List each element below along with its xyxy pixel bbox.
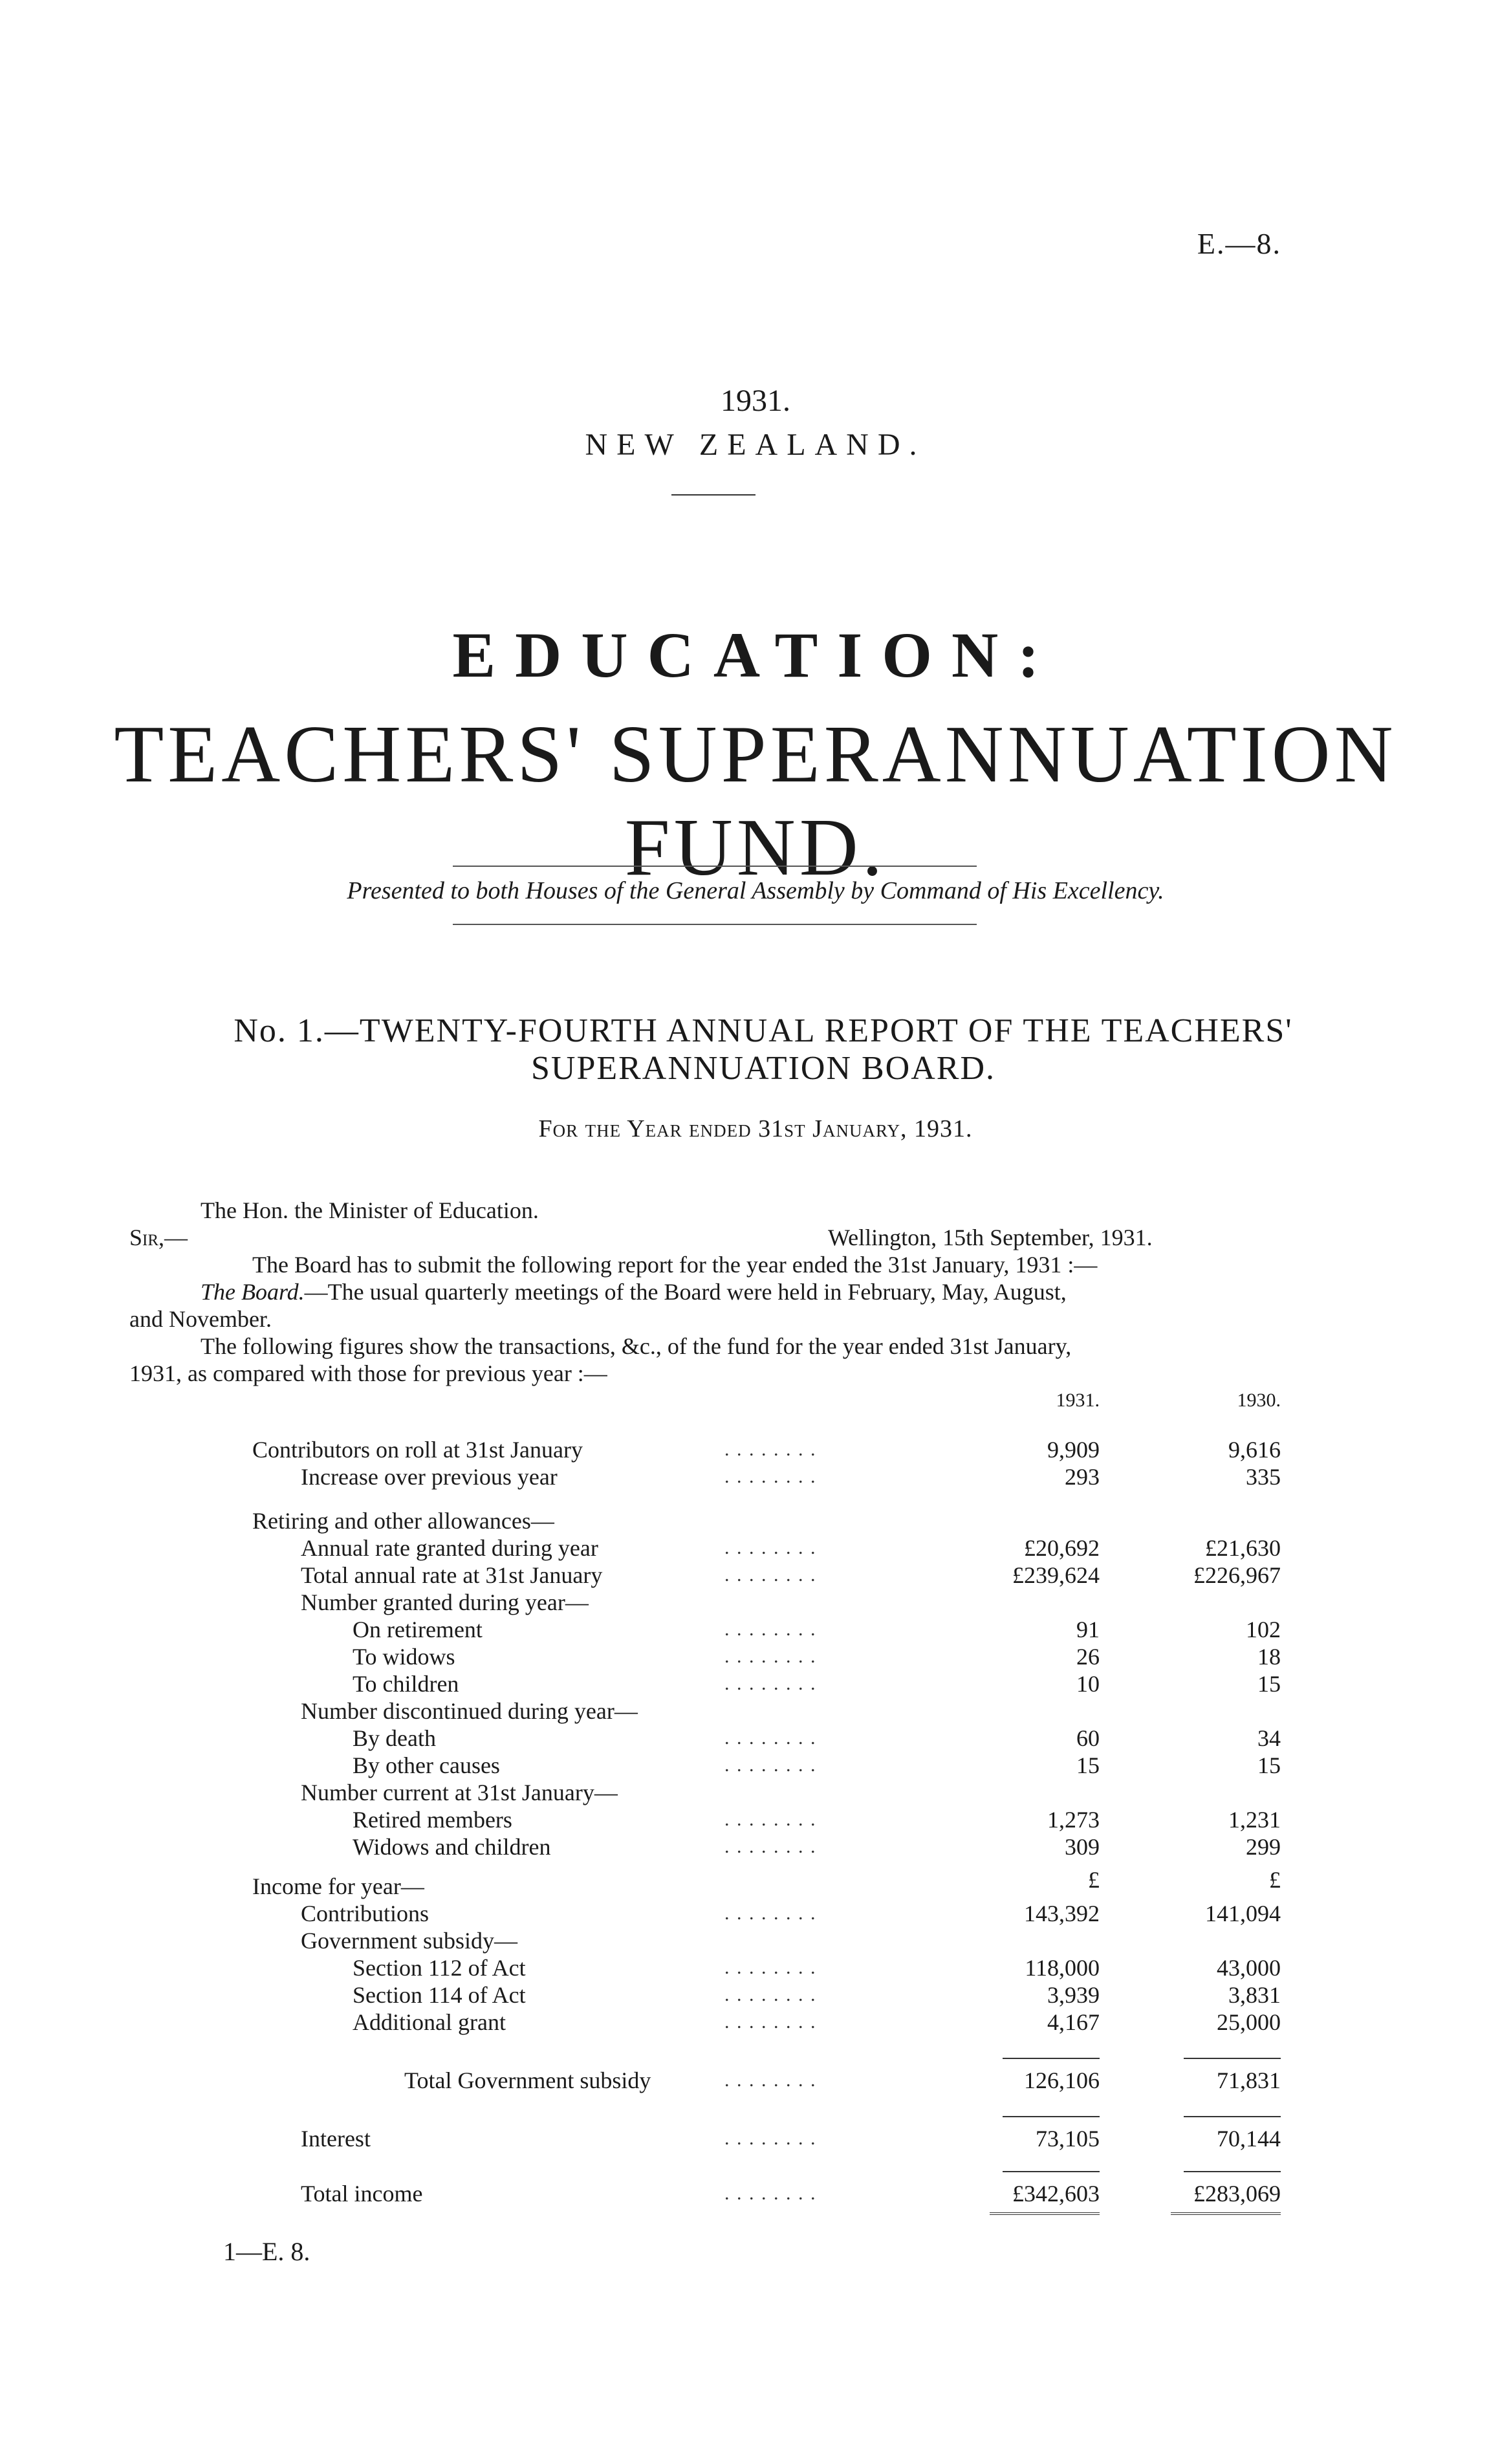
title-fund: TEACHERS' SUPERANNUATION FUND. xyxy=(114,710,1397,893)
value-1930: £283,069 xyxy=(1193,2181,1281,2207)
presented-line: Presented to both Houses of the General Assembly by Command of His Excellency. xyxy=(347,877,1164,904)
table-row-label: Number current at 31st January— xyxy=(301,1780,618,1805)
value-1930: 15 xyxy=(1257,1671,1281,1697)
value-1930: 25,000 xyxy=(1217,2009,1281,2035)
dot-leader: . . . . . . . . xyxy=(724,1984,817,2005)
table-row-label: Income for year— xyxy=(252,1873,424,1899)
divider-rule xyxy=(671,494,756,496)
letter-paragraph-2-continued: and November. xyxy=(129,1306,272,1332)
dot-leader: . . . . . . . . xyxy=(724,1754,817,1776)
value-1930: 34 xyxy=(1257,1725,1281,1751)
table-row-label: Interest xyxy=(301,2126,371,2152)
board-paragraph-text: —The usual quarterly meetings of the Board were held in February, May, August, xyxy=(304,1279,1067,1305)
value-1931: £ xyxy=(1088,1867,1100,1893)
value-1931: 118,000 xyxy=(1025,1955,1100,1981)
value-1930: 43,000 xyxy=(1217,1955,1281,1981)
value-1930: 71,831 xyxy=(1217,2067,1281,2093)
total-rule xyxy=(1184,2116,1281,2117)
value-1931: 91 xyxy=(1076,1617,1100,1642)
value-1931: £342,603 xyxy=(1012,2181,1100,2207)
total-rule xyxy=(1184,2058,1281,2059)
page-signature: 1—E. 8. xyxy=(223,2237,310,2266)
value-1931: 15 xyxy=(1076,1752,1100,1778)
dot-leader: . . . . . . . . xyxy=(724,1836,817,1857)
dot-leader: . . . . . . . . xyxy=(724,1466,817,1487)
letter-paragraph-1: The Board has to submit the following report for the year ended the 31st January, 1931 :— xyxy=(252,1252,1098,1278)
table-row-label: Section 114 of Act xyxy=(353,1982,526,2008)
dot-leader: . . . . . . . . xyxy=(724,1903,817,1924)
value-1931: 60 xyxy=(1076,1725,1100,1751)
table-row-label: Total annual rate at 31st January xyxy=(301,1562,603,1588)
value-1930: £21,630 xyxy=(1205,1535,1281,1561)
dot-leader: . . . . . . . . xyxy=(724,1957,817,1978)
table-row-label: Contributors on roll at 31st January xyxy=(252,1437,583,1463)
table-row-label: Section 112 of Act xyxy=(353,1955,526,1981)
dot-leader: . . . . . . . . xyxy=(724,2069,817,2091)
value-1931: 309 xyxy=(1065,1834,1100,1860)
dot-leader: . . . . . . . . xyxy=(724,2183,817,2204)
total-rule xyxy=(1003,2058,1100,2059)
column-header-1931: 1931. xyxy=(1056,1390,1100,1411)
report-year: 1931. xyxy=(721,384,790,418)
table-row-label: Retired members xyxy=(353,1807,512,1833)
table-row-label: Total income xyxy=(301,2181,423,2207)
title-education: EDUCATION: xyxy=(452,619,1059,691)
report-period: For the Year ended 31st January, 1931. xyxy=(538,1115,973,1142)
dot-leader: . . . . . . . . xyxy=(724,1439,817,1460)
value-1930: 3,831 xyxy=(1228,1982,1281,2008)
table-row-label: Government subsidy— xyxy=(301,1928,517,1954)
table-row-label: Contributions xyxy=(301,1901,429,1926)
letter-addressee: The Hon. the Minister of Education. xyxy=(201,1197,539,1223)
value-1931: 10 xyxy=(1076,1671,1100,1697)
letter-paragraph-3-continued: 1931, as compared with those for previous year :— xyxy=(129,1360,607,1386)
dot-leader: . . . . . . . . xyxy=(724,1619,817,1640)
table-row-label: Number discontinued during year— xyxy=(301,1698,638,1724)
value-1930: 335 xyxy=(1246,1464,1281,1490)
table-row-label: Additional grant xyxy=(353,2009,506,2035)
value-1930: 15 xyxy=(1257,1752,1281,1778)
table-row-label: By death xyxy=(353,1725,436,1751)
report-title-line-1: No. 1.—TWENTY-FOURTH ANNUAL REPORT OF THE TEACHERS' xyxy=(234,1012,1293,1049)
divider-rule-top xyxy=(453,866,977,867)
value-1930: 18 xyxy=(1257,1644,1281,1670)
dot-leader: . . . . . . . . xyxy=(724,1673,817,1694)
value-1931: 143,392 xyxy=(1024,1901,1100,1926)
value-1931: 1,273 xyxy=(1047,1807,1100,1833)
report-title-line-2: SUPERANNUATION BOARD. xyxy=(530,1050,996,1087)
value-1931: 126,106 xyxy=(1024,2067,1100,2093)
value-1931: 3,939 xyxy=(1047,1982,1100,2008)
table-row-label: Annual rate granted during year xyxy=(301,1535,598,1561)
table-row-label: Increase over previous year xyxy=(301,1464,558,1490)
total-rule xyxy=(1003,2116,1100,2117)
value-1930: £ xyxy=(1269,1867,1281,1893)
report-title xyxy=(181,1012,1345,1087)
value-1930: 9,616 xyxy=(1228,1437,1281,1463)
dot-leader: . . . . . . . . xyxy=(724,2128,817,2149)
dot-leader: . . . . . . . . xyxy=(724,1537,817,1558)
value-1931: 73,105 xyxy=(1036,2126,1100,2152)
dot-leader: . . . . . . . . xyxy=(724,1727,817,1749)
letter-paragraph-2 xyxy=(201,1278,1067,1305)
value-1930: 70,144 xyxy=(1217,2126,1281,2152)
table-row-label: By other causes xyxy=(353,1752,500,1778)
table-row-label: Total Government subsidy xyxy=(404,2067,651,2093)
table-row-label: To widows xyxy=(353,1644,455,1670)
value-1931: 4,167 xyxy=(1047,2009,1100,2035)
value-1931: 9,909 xyxy=(1047,1437,1100,1463)
value-1931: 26 xyxy=(1076,1644,1100,1670)
value-1931: £20,692 xyxy=(1024,1535,1100,1561)
table-row-label: Number granted during year— xyxy=(301,1589,589,1615)
value-1931: £239,624 xyxy=(1012,1562,1100,1588)
dot-leader: . . . . . . . . xyxy=(724,1809,817,1830)
board-heading: The Board. xyxy=(201,1279,305,1305)
dot-leader: . . . . . . . . xyxy=(724,2011,817,2033)
value-1931: 293 xyxy=(1065,1464,1100,1490)
dot-leader: . . . . . . . . xyxy=(724,1564,817,1586)
letter-place-date: Wellington, 15th September, 1931. xyxy=(828,1225,1153,1250)
value-1930: 141,094 xyxy=(1205,1901,1281,1926)
value-1930: 299 xyxy=(1246,1834,1281,1860)
double-rule xyxy=(1171,2212,1281,2215)
total-rule xyxy=(1184,2171,1281,2172)
page-reference: E.—8. xyxy=(1197,227,1281,260)
divider-rule-bottom xyxy=(453,924,977,925)
total-rule xyxy=(1003,2171,1100,2172)
country-heading: NEW ZEALAND. xyxy=(585,428,926,462)
dot-leader: . . . . . . . . xyxy=(724,1646,817,1667)
letter-salutation: Sir,— xyxy=(129,1225,188,1250)
table-row-label: Retiring and other allowances— xyxy=(252,1508,554,1534)
value-1930: £226,967 xyxy=(1193,1562,1281,1588)
value-1930: 102 xyxy=(1246,1617,1281,1642)
table-row-label: To children xyxy=(353,1671,459,1697)
double-rule xyxy=(990,2212,1100,2215)
table-row-label: Widows and children xyxy=(353,1834,551,1860)
table-row-label: On retirement xyxy=(353,1617,483,1642)
letter-paragraph-3: The following figures show the transactions, &c., of the fund for the year ended 31st January, xyxy=(201,1333,1072,1359)
value-1930: 1,231 xyxy=(1228,1807,1281,1833)
column-header-1930: 1930. xyxy=(1237,1390,1281,1411)
